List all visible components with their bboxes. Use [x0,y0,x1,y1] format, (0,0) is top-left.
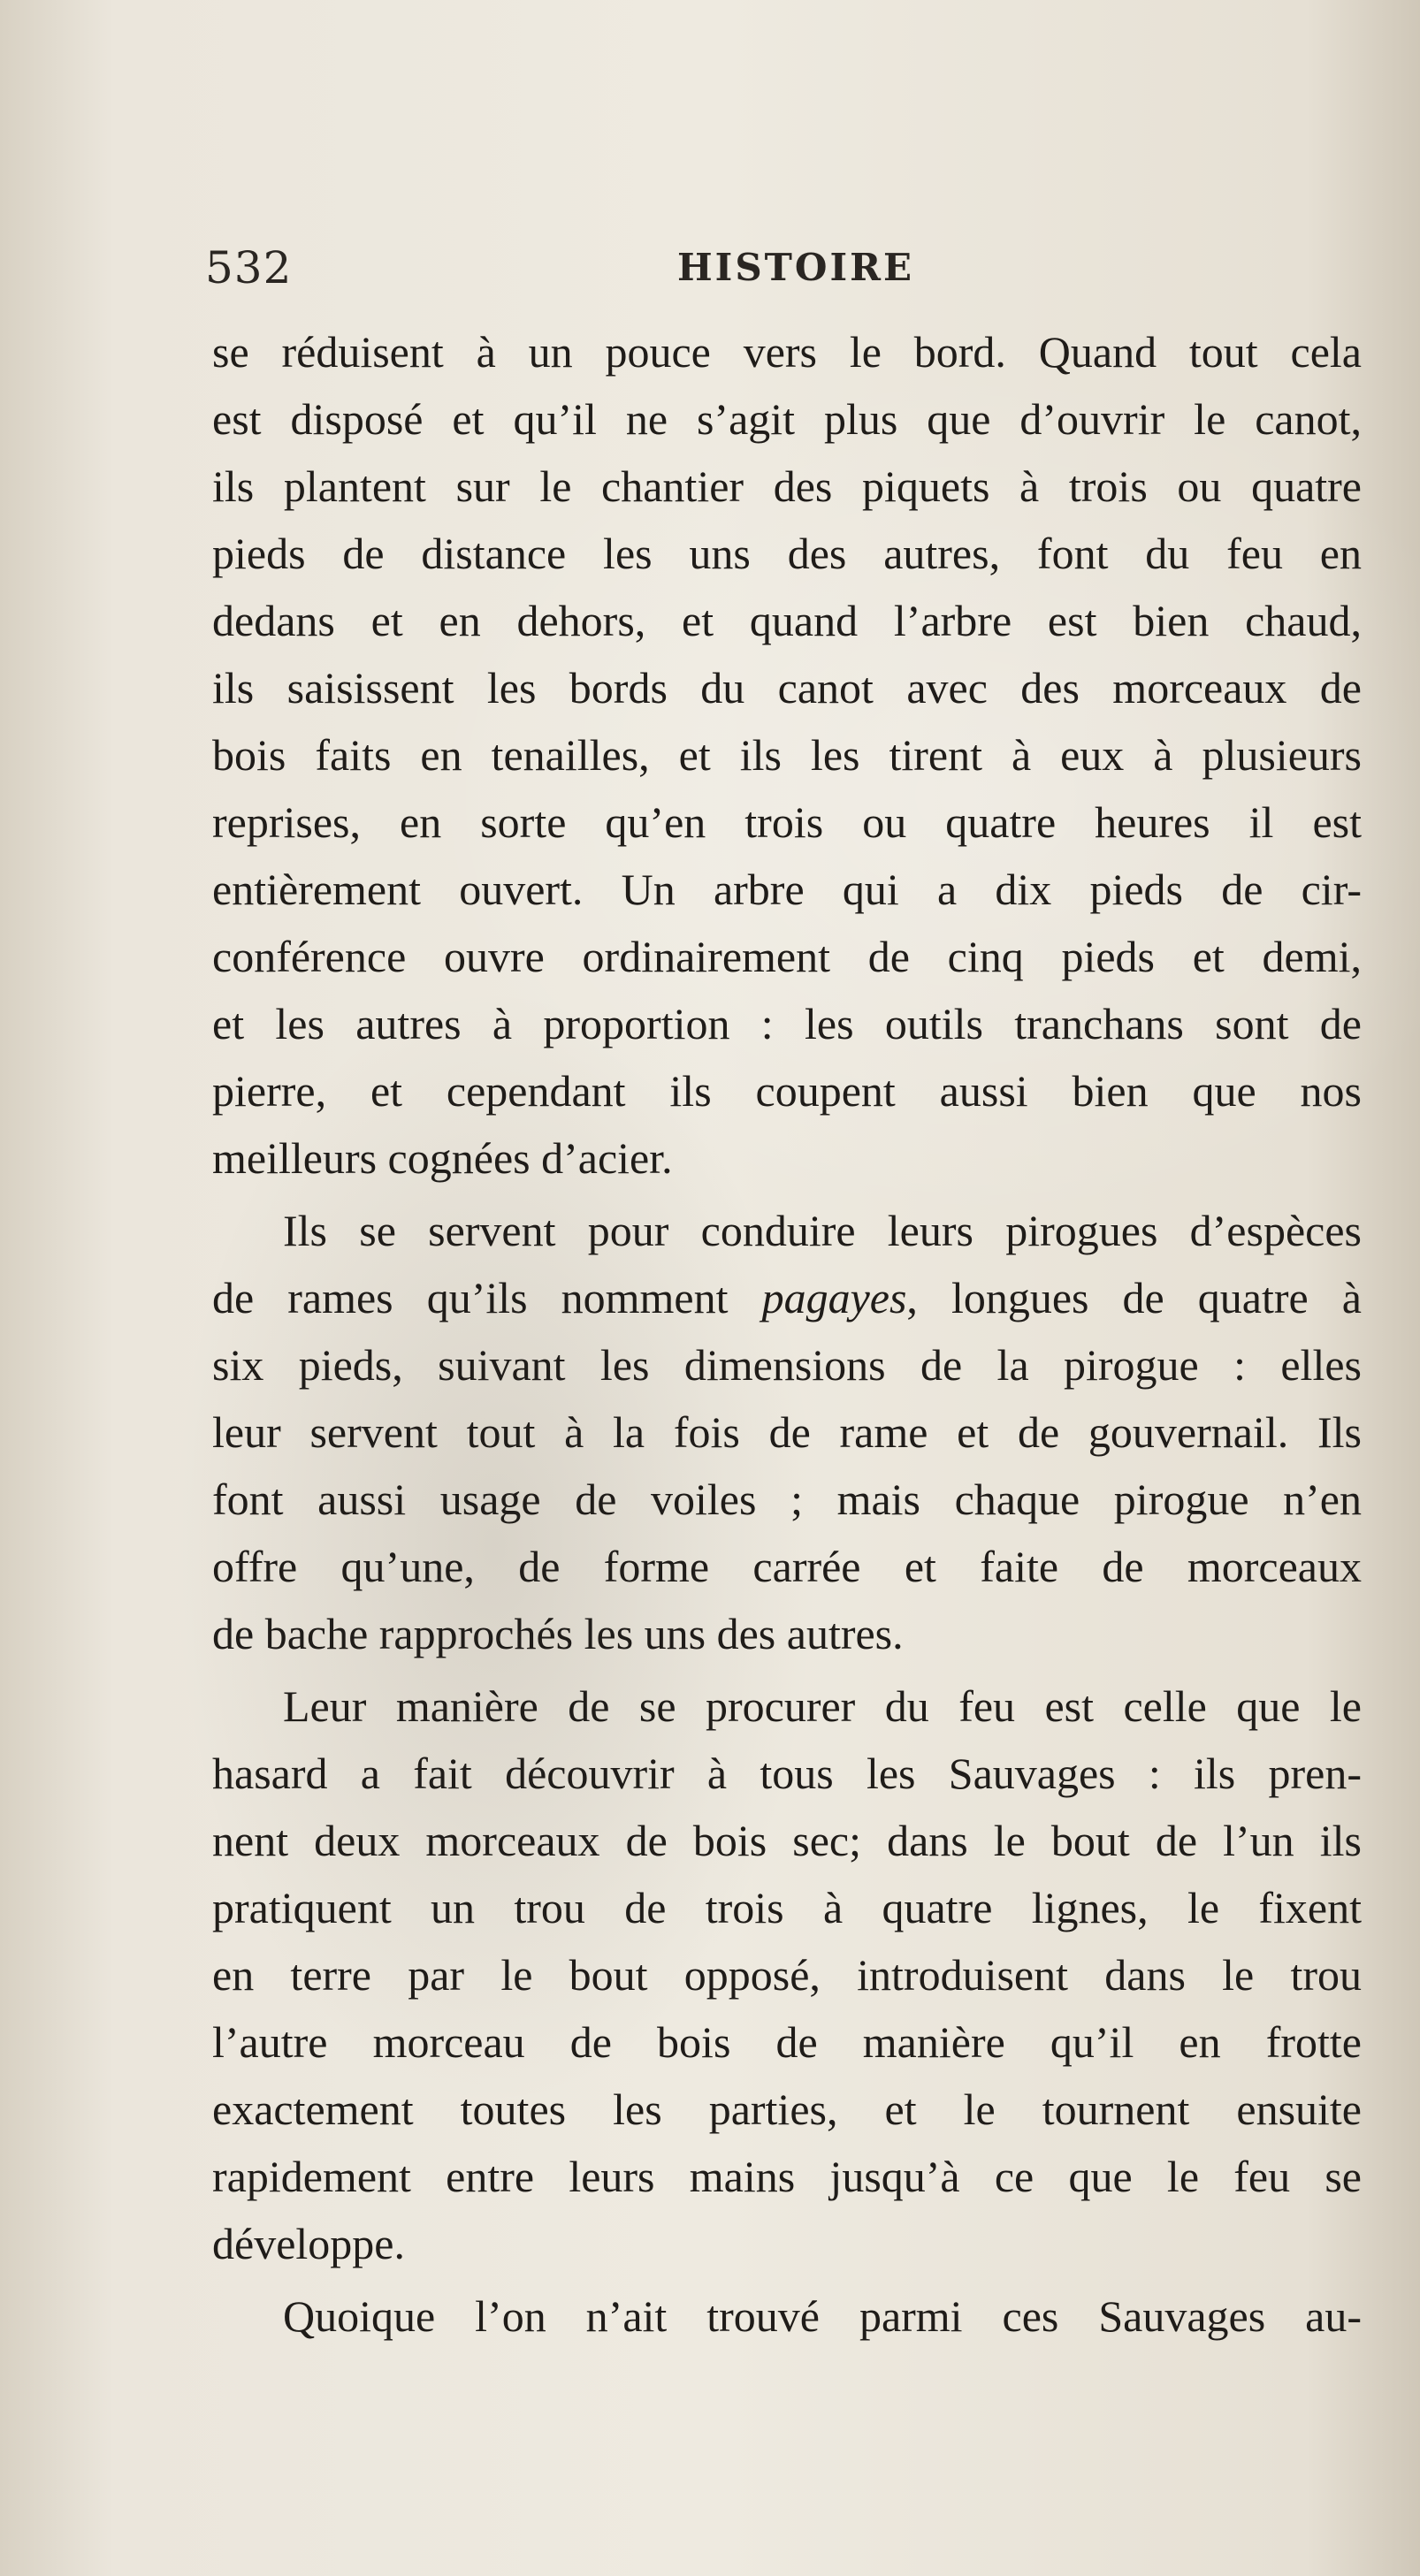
text-line: est disposé et qu’il ne s’agit plus que d’ouvrir le canot, [212,394,1362,444]
text-line: Leur manière de se procurer du feu est celle que le [283,1681,1362,1731]
text-line: ils plantent sur le chantier des piquets à trois ou quatre [212,461,1362,511]
running-head [205,237,1363,299]
text-line: l’autre morceau de bois de manière qu’il en frotte [212,2017,1362,2067]
text-line: de bache rapprochés les uns des autres. [212,1609,904,1658]
paragraph [212,1197,1362,1667]
text-line: conférence ouvre ordinairement de cinq pieds et demi, [212,932,1362,981]
text-line: se réduisent à un pouce vers le bord. Quand tout cela [212,327,1362,377]
text-line: ils saisissent les bords du canot avec des morceaux de [212,663,1362,713]
text-line-with-italic [212,1264,1362,1331]
text-fragment: de rames qu’ils nomment [212,1273,762,1322]
paragraph [212,2283,1362,2350]
body-text [212,318,1362,2350]
text-line: rapidement entre leurs mains jusqu’à ce que le feu se [212,2152,1362,2201]
text-line: et les autres à proportion : les outils tranchans sont de [212,999,1362,1048]
paragraph [212,1673,1362,2277]
text-line: pieds de distance les uns des autres, font du feu en [212,529,1362,578]
text-line: hasard a fait découvrir à tous les Sauvages : ils pren- [212,1749,1362,1798]
text-line: nent deux morceaux de bois sec; dans le bout de l’un ils [212,1816,1362,1865]
running-title: HISTOIRE [677,246,915,289]
text-fragment: , longues de quatre à [906,1273,1362,1322]
text-line: pierre, et cependant ils coupent aussi bien que nos [212,1066,1362,1116]
text-line: entièrement ouvert. Un arbre qui a dix pieds de cir- [212,865,1362,914]
text-line: reprises, en sorte qu’en trois ou quatre heures il est [212,797,1362,847]
text-line: en terre par le bout opposé, introduisent dans le trou [212,1950,1362,2000]
text-line: meilleurs cognées d’acier. [212,1133,673,1183]
text-line: développe. [212,2219,405,2268]
paragraph [212,318,1362,1192]
text-line: Quoique l’on n’ait trouvé parmi ces Sauvages au- [283,2291,1362,2341]
text-line: Ils se servent pour conduire leurs pirogues d’espèces [283,1206,1362,1255]
text-line: bois faits en tenailles, et ils les tirent à eux à plusieurs [212,730,1362,780]
text-line: dedans et en dehors, et quand l’arbre est bien chaud, [212,596,1362,645]
text-line: font aussi usage de voiles ; mais chaque pirogue n’en [212,1475,1362,1524]
italic-term: pagayes [761,1273,907,1322]
page-number: 532 [205,242,293,293]
text-line: offre qu’une, de forme carrée et faite de morceaux [212,1542,1362,1591]
text-line: six pieds, suivant les dimensions de la pirogue : elles [212,1340,1362,1390]
text-line: exactement toutes les parties, et le tournent ensuite [212,2084,1362,2134]
text-line: pratiquent un trou de trois à quatre lignes, le fixent [212,1883,1362,1932]
text-line: leur servent tout à la fois de rame et de gouvernail. Ils [212,1407,1362,1457]
